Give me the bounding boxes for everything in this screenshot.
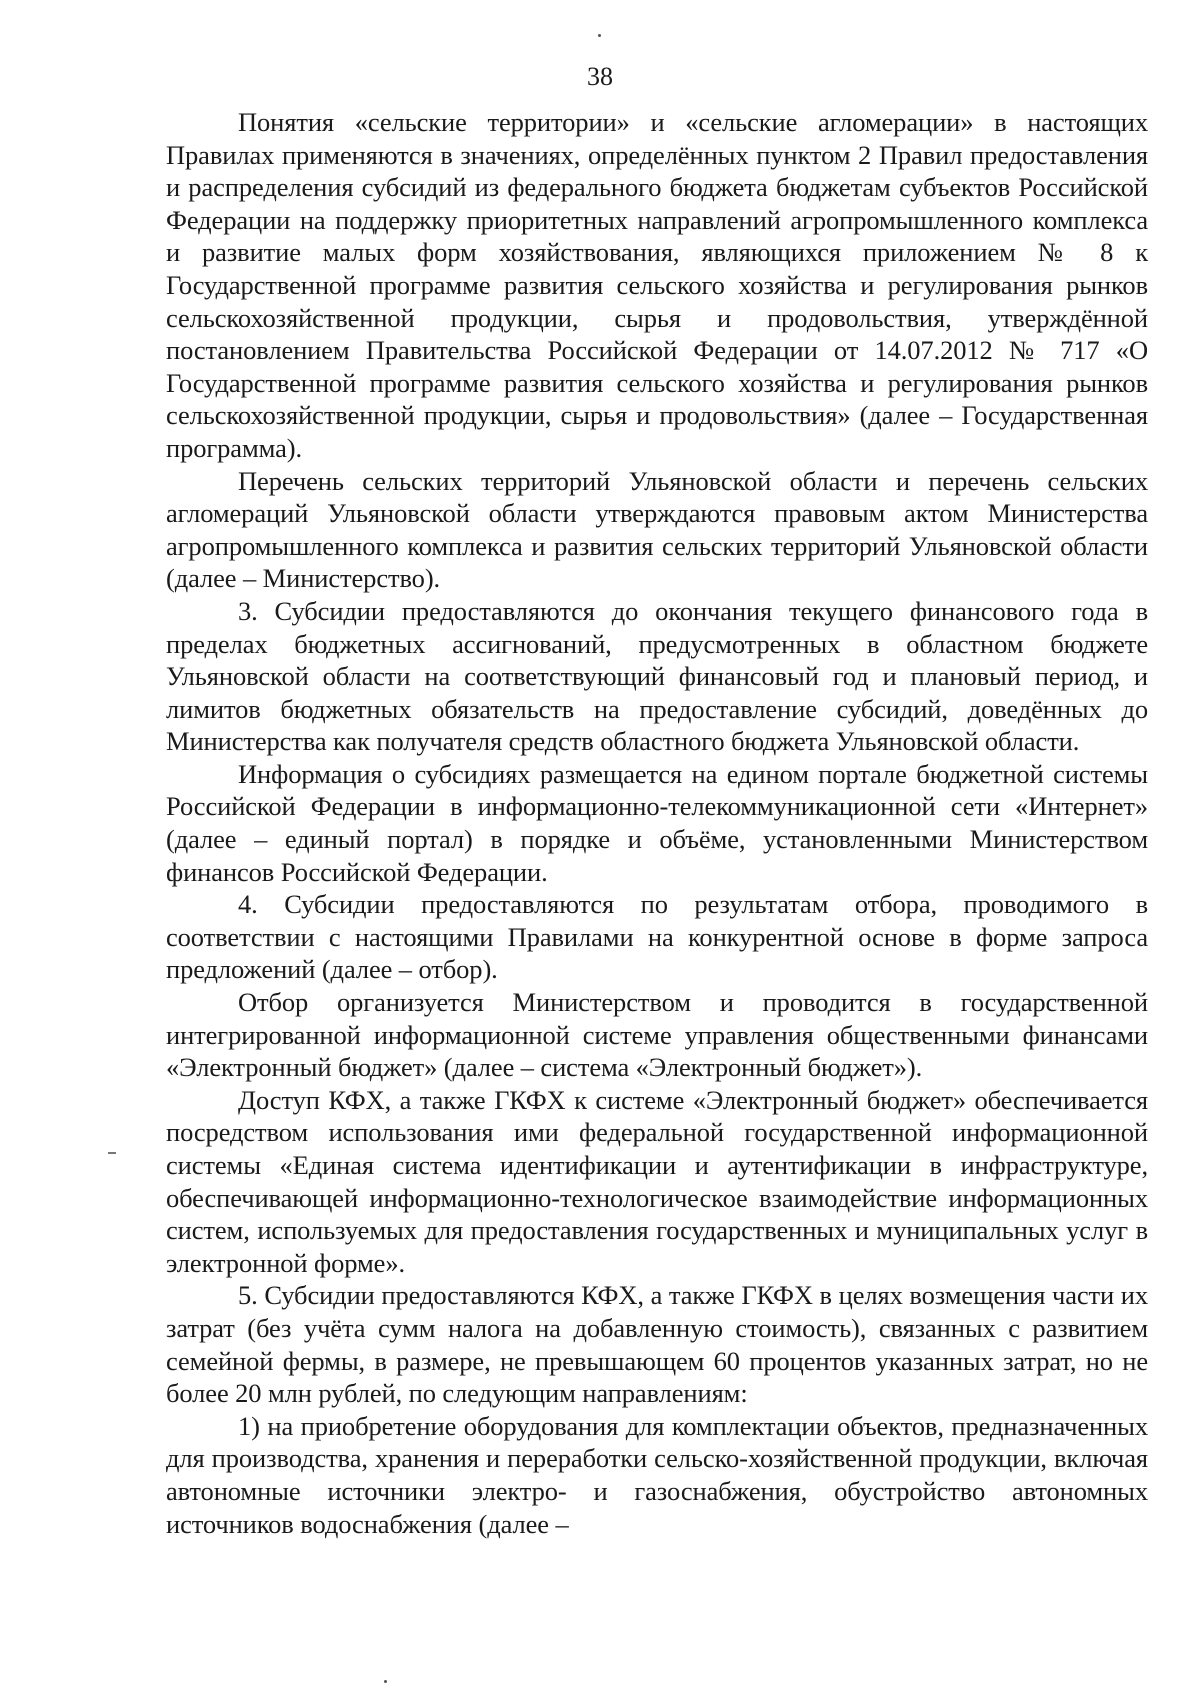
- paragraph-territory-list: Перечень сельских территорий Ульяновской области и перечень сельских агломераций Ульяновской области утверждаются правовым актом Министерства агропромышленного комплекса и развития сельских территорий Ульяновской области (далее – Министерство).: [166, 465, 1148, 594]
- document-body: [166, 106, 1148, 1540]
- scan-artifact-dot: [598, 34, 601, 37]
- scan-artifact-dash: [108, 1152, 116, 1154]
- paragraph-selection: Отбор организуется Министерством и проводится в государственной интегрированной информационной системе управления общественными финансами «Электронный бюджет» (далее – система «Электронный бюджет»).: [166, 987, 1148, 1083]
- paragraph-subsidy-info: Информация о субсидиях размещается на едином портале бюджетной системы Российской Федерации в информационно-телекоммуникационной сети «Интернет» (далее – единый портал) в порядке и объёме, установленными Министерством финансов Российской Федерации.: [166, 758, 1148, 887]
- page-number: 38: [587, 62, 613, 91]
- paragraph-definitions: Понятия «сельские территории» и «сельские агломерации» в настоящих Правилах применяются в значениях, определённых пунктом 2 Правил предоставления и распределения субсидий из федерального бюджета бюджетам субъектов Российской Федерации на поддержку приоритетных направлений агропромышленного комплекса и развитие малых форм хозяйствования, являющихся приложением № 8 к Государственной программе развития сельского хозяйства и регулирования рынков сельскохозяйственной продукции, сырья и продовольствия, утверждённой постановлением Правительства Российской Федерации от 14.07.2012 № 717 «О Государственной программе развития сельского хозяйства и регулирования рынков сельскохозяйственной продукции, сырья и продовольствия» (далее – Государственная программа).: [166, 107, 1148, 463]
- scan-artifact-dot: [384, 1680, 387, 1683]
- paragraph-subitem-1: 1) на приобретение оборудования для комплектации объектов, предназначенных для производства, хранения и переработки сельско-хозяйственной продукции, включая автономные источники электро- и газоснабжения, обустройство автономных источников водоснабжения (далее –: [166, 1410, 1148, 1539]
- paragraph-item-4: 4. Субсидии предоставляются по результатам отбора, проводимого в соответствии с настоящими Правилами на конкурентной основе в форме запроса предложений (далее – отбор).: [166, 889, 1148, 985]
- paragraph-access: Доступ КФХ, а также ГКФХ к системе «Электронный бюджет» обеспечивается посредством использования ими федеральной государственной информационной системы «Единая система идентификации и аутентификации в инфраструктуре, обеспечивающей информационно-технологическое взаимодействие информационных систем, используемых для предоставления государственных и муниципальных услуг в электронной форме».: [166, 1084, 1148, 1278]
- paragraph-item-5: 5. Субсидии предоставляются КФХ, а также ГКФХ в целях возмещения части их затрат (без учёта сумм налога на добавленную стоимость), связанных с развитием семейной фермы, в размере, не превышающем 60 процентов указанных затрат, но не более 20 млн рублей, по следующим направлениям:: [166, 1280, 1148, 1409]
- paragraph-item-3: 3. Субсидии предоставляются до окончания текущего финансового года в пределах бюджетных ассигнований, предусмотренных в областном бюджете Ульяновской области на соответствующий финансовый год и плановый период, и лимитов бюджетных обязательств на предоставление субсидий, доведённых до Министерства как получателя средств областного бюджета Ульяновской области.: [166, 595, 1148, 757]
